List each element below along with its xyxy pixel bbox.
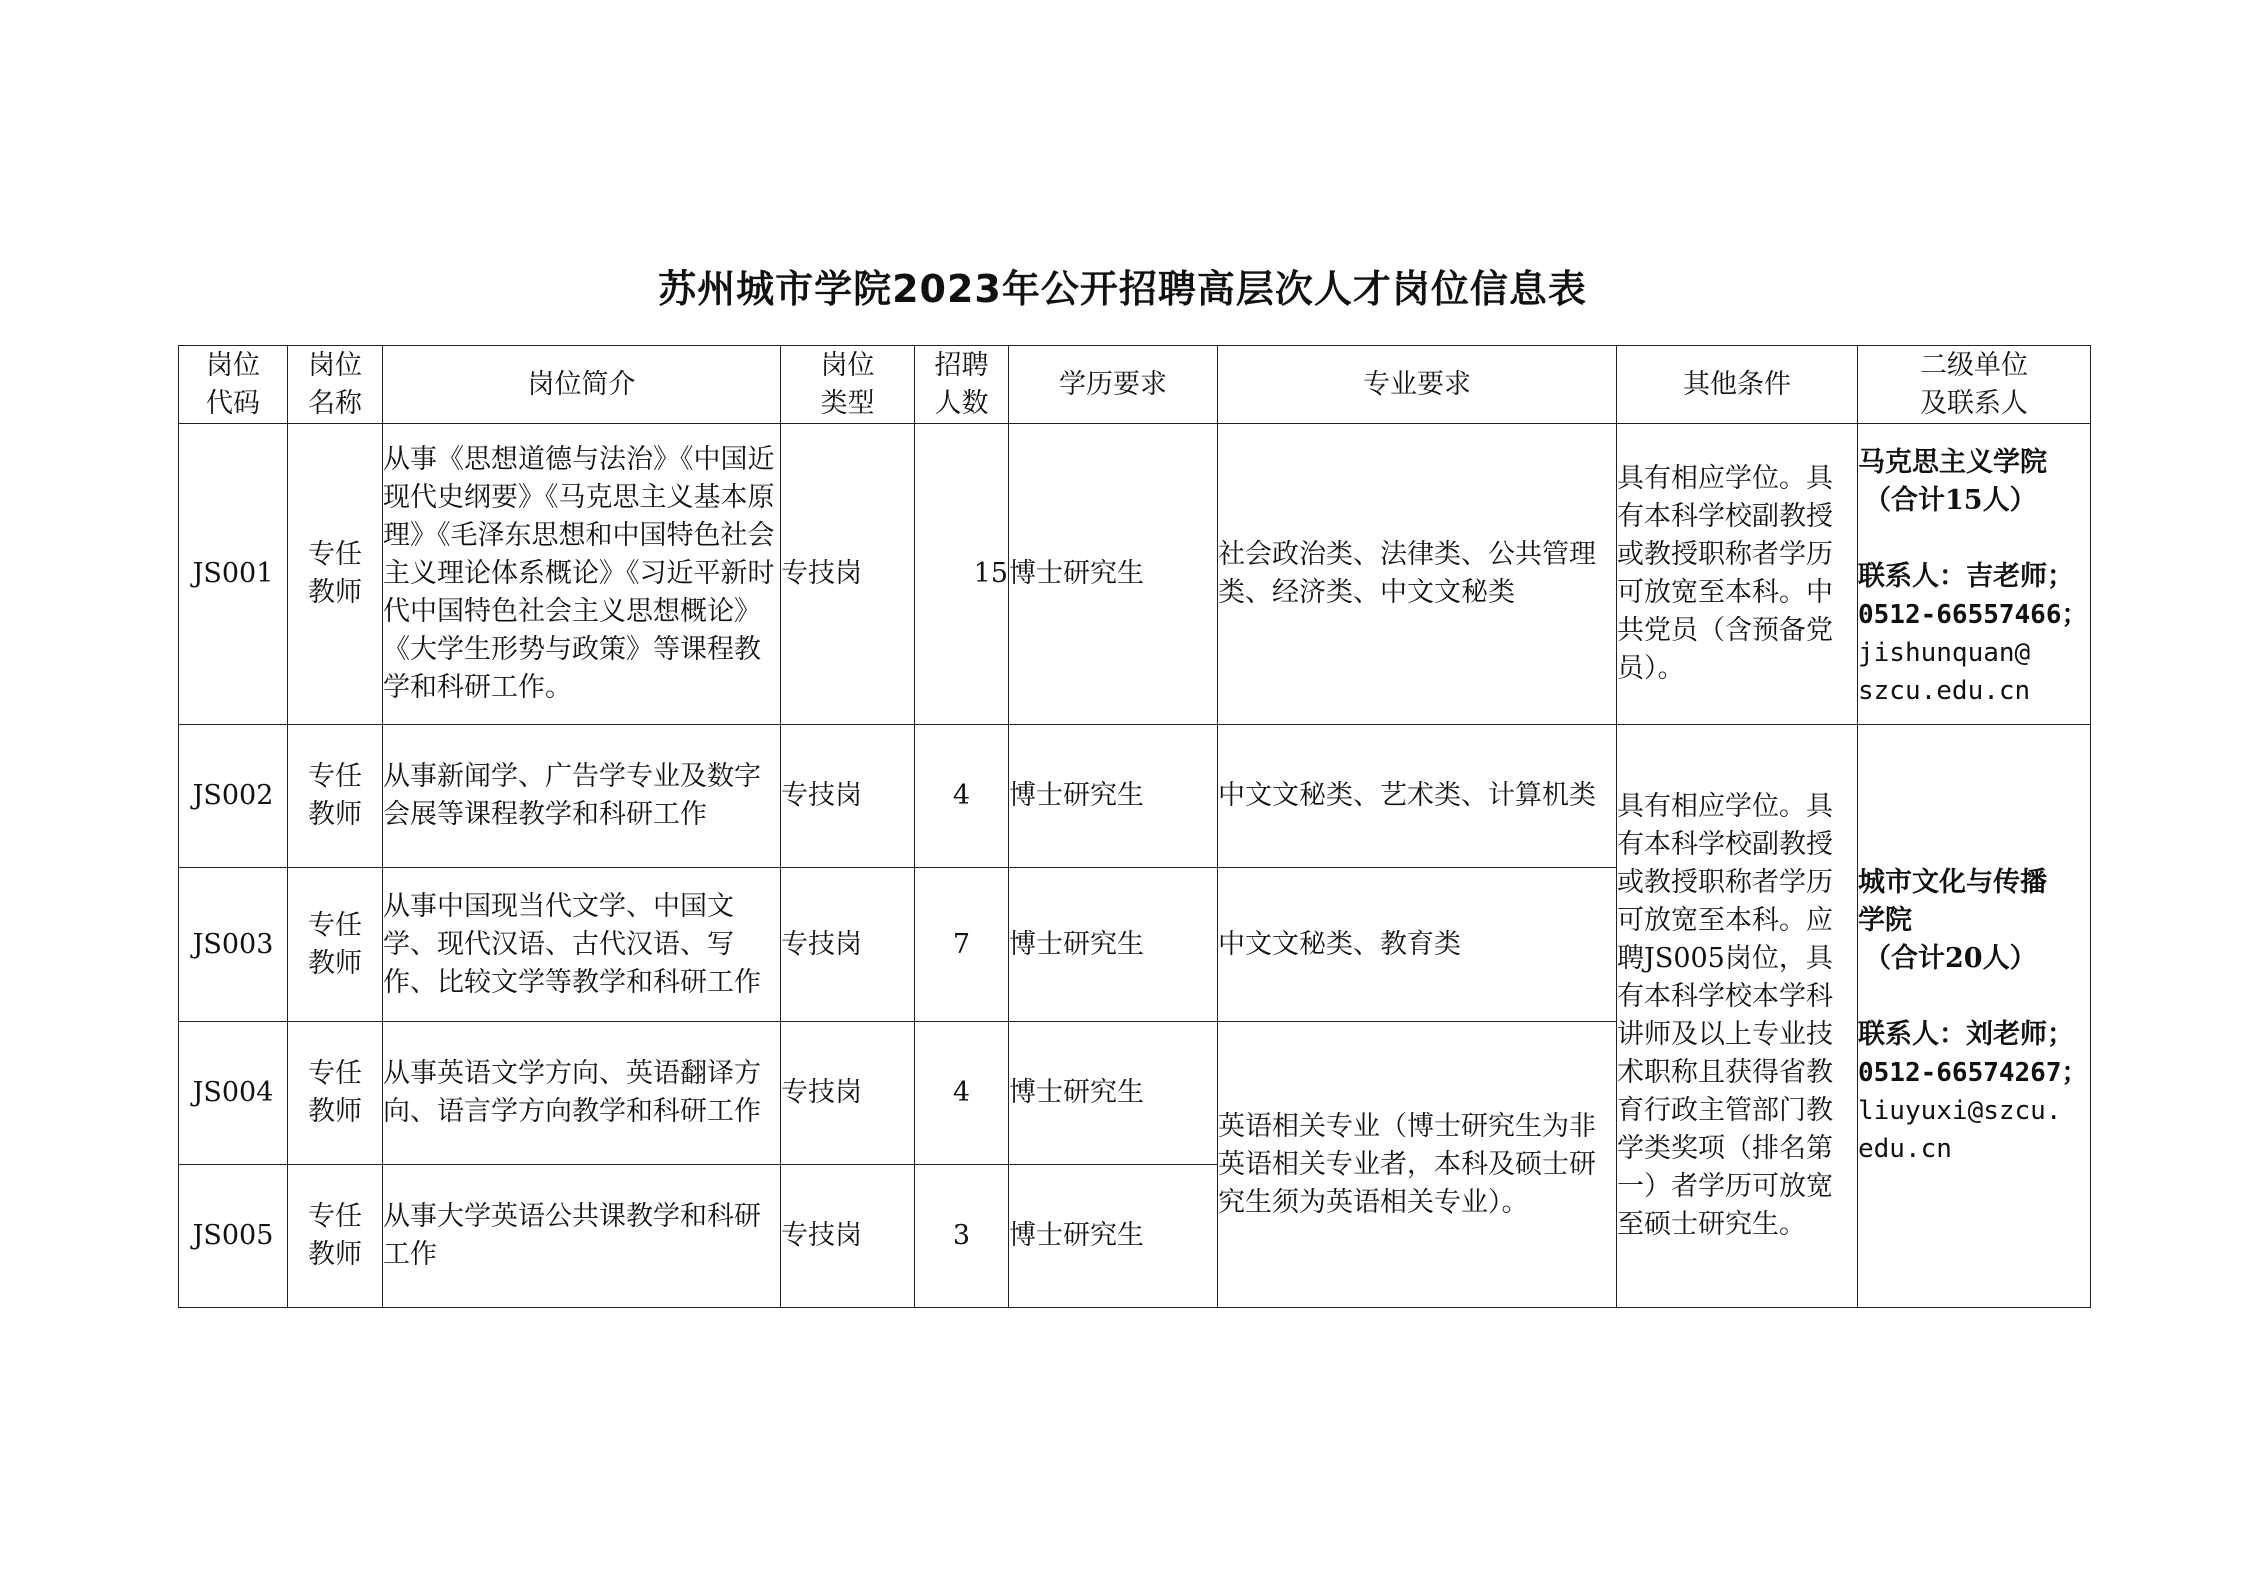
cell-type: 专技岗 [781, 1165, 915, 1308]
department-name: 马克思主义学院 [1858, 447, 2047, 478]
department-phone: 0512-66557466； [1858, 600, 2088, 630]
cell-code: JS001 [179, 424, 288, 725]
cell-code: JS005 [179, 1165, 288, 1308]
department-total: （合计20人） [1864, 943, 2037, 974]
cell-type: 专技岗 [781, 1022, 915, 1165]
header-code: 岗位 代码 [179, 346, 288, 424]
cell-code: JS003 [179, 868, 288, 1022]
page-title: 苏州城市学院2023年公开招聘高层次人才岗位信息表 [658, 267, 1587, 311]
cell-name: 专任 教师 [288, 1165, 383, 1308]
cell-name: 专任 教师 [288, 1022, 383, 1165]
cell-education: 博士研究生 [1009, 868, 1218, 1022]
cell-intro: 从事英语文学方向、英语翻译方向、语言学方向教学和科研工作 [383, 1022, 781, 1165]
cell-name: 专任 教师 [288, 725, 383, 868]
cell-intro: 从事大学英语公共课教学和科研工作 [383, 1165, 781, 1308]
cell-type: 专技岗 [781, 725, 915, 868]
department-name: 城市文化与传播 [1858, 867, 2047, 898]
cell-department-marxism [1858, 424, 2091, 725]
cell-education: 博士研究生 [1009, 725, 1218, 868]
header-row [179, 346, 2091, 424]
department-email-2: szcu.edu.cn [1858, 676, 2031, 706]
cell-major: 中文文秘类、教育类 [1218, 868, 1617, 1022]
cell-department-culture [1858, 725, 2091, 1308]
cell-intro: 从事《思想道德与法治》《中国近现代史纲要》《马克思主义基本原理》《毛泽东思想和中国特色社会主义理论体系概论》《习近平新时代中国特色社会主义思想概论》《大学生形势与政策》等课程教学和科研工作。 [383, 424, 781, 725]
cell-count: 4 [915, 725, 1009, 868]
cell-other: 具有相应学位。具有本科学校副教授或教授职称者学历可放宽至本科。中共党员（含预备党员）。 [1617, 424, 1858, 725]
department-name-2: 学院 [1858, 905, 1912, 936]
cell-education: 博士研究生 [1009, 1022, 1218, 1165]
header-major: 专业要求 [1218, 346, 1617, 424]
cell-count: 15 [915, 424, 1009, 725]
cell-code: JS004 [179, 1022, 288, 1165]
cell-name: 专任 教师 [288, 868, 383, 1022]
cell-type: 专技岗 [781, 868, 915, 1022]
cell-count: 3 [915, 1165, 1009, 1308]
cell-intro: 从事新闻学、广告学专业及数字会展等课程教学和科研工作 [383, 725, 781, 868]
header-other: 其他条件 [1617, 346, 1858, 424]
cell-major: 社会政治类、法律类、公共管理类、经济类、中文文秘类 [1218, 424, 1617, 725]
cell-code: JS002 [179, 725, 288, 868]
header-education: 学历要求 [1009, 346, 1218, 424]
cell-major-merged: 英语相关专业（博士研究生为非英语相关专业者，本科及硕士研究生须为英语相关专业）。 [1218, 1022, 1617, 1308]
department-total: （合计15人） [1864, 485, 2037, 516]
department-contact: 联系人：吉老师； [1858, 561, 2074, 592]
department-email-1: liuyuxi@szcu. [1858, 1096, 2062, 1126]
header-dept: 二级单位 及联系人 [1858, 346, 2091, 424]
cell-count: 7 [915, 868, 1009, 1022]
table-row [179, 725, 2091, 868]
department-email-1: jishunquan@ [1858, 638, 2031, 668]
table-row [179, 424, 2091, 725]
positions-table [178, 345, 2091, 1308]
cell-other-merged: 具有相应学位。具有本科学校副教授或教授职称者学历可放宽至本科。应聘JS005岗位，具有本科学校本学科讲师及以上专业技术职称且获得省教育行政主管部门教学类奖项（排名第一）者学历可放宽至硕士研究生。 [1617, 725, 1858, 1308]
cell-intro: 从事中国现当代文学、中国文学、现代汉语、古代汉语、写作、比较文学等教学和科研工作 [383, 868, 781, 1022]
cell-name: 专任 教师 [288, 424, 383, 725]
cell-count: 4 [915, 1022, 1009, 1165]
department-email-2: edu.cn [1858, 1134, 1952, 1164]
cell-education: 博士研究生 [1009, 1165, 1218, 1308]
department-phone: 0512-66574267； [1858, 1058, 2088, 1088]
cell-major: 中文文秘类、艺术类、计算机类 [1218, 725, 1617, 868]
department-contact: 联系人：刘老师； [1858, 1019, 2074, 1050]
cell-type: 专技岗 [781, 424, 915, 725]
cell-education: 博士研究生 [1009, 424, 1218, 725]
header-type: 岗位 类型 [781, 346, 915, 424]
header-intro: 岗位简介 [383, 346, 781, 424]
header-name: 岗位 名称 [288, 346, 383, 424]
header-count: 招聘 人数 [915, 346, 1009, 424]
